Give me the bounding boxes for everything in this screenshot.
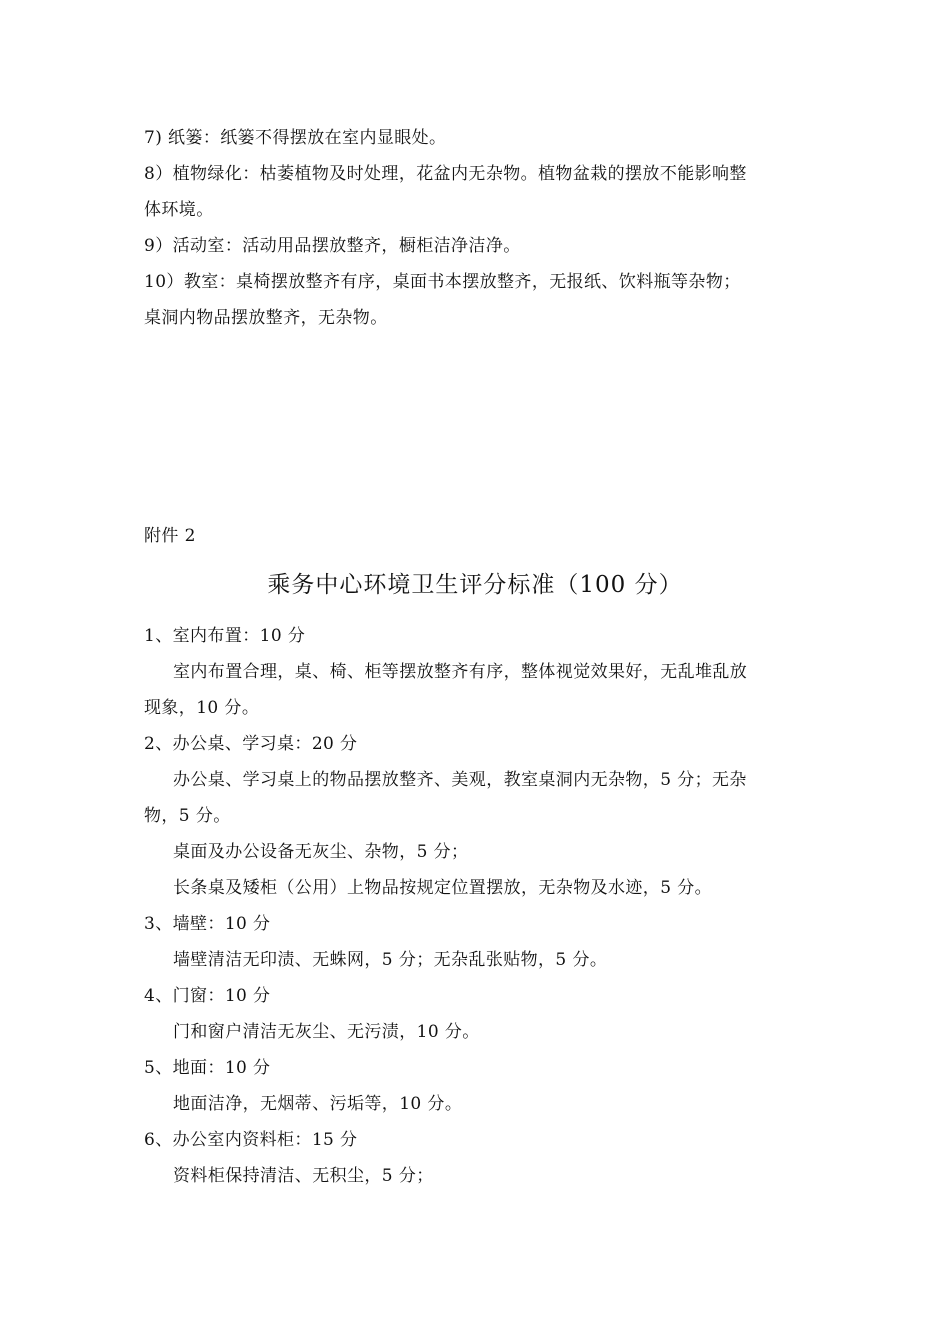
list-item-10-cont: 桌洞内物品摆放整齐，无杂物。 xyxy=(144,308,388,328)
list-item-9: 9）活动室：活动用品摆放整齐，橱柜洁净洁净。 xyxy=(144,236,521,256)
attachment-label: 附件 2 xyxy=(144,526,196,546)
section-2-line-4: 长条桌及矮柜（公用）上物品按规定位置摆放，无杂物及水迹，5 分。 xyxy=(173,878,713,898)
section-2-line-3: 桌面及办公设备无灰尘、杂物，5 分； xyxy=(173,842,469,862)
section-1-line-2: 现象，10 分。 xyxy=(144,698,260,718)
section-heading-4: 4、门窗：10 分 xyxy=(144,986,271,1006)
section-6-line-1: 资料柜保持清洁、无积尘，5 分； xyxy=(173,1166,434,1186)
list-item-8-cont: 体环境。 xyxy=(144,200,214,220)
section-3-line-1: 墙壁清洁无印渍、无蛛网，5 分；无杂乱张贴物，5 分。 xyxy=(173,950,608,970)
section-heading-2: 2、办公桌、学习桌：20 分 xyxy=(144,734,358,754)
section-heading-5: 5、地面：10 分 xyxy=(144,1058,271,1078)
list-item-10: 10）教室：桌椅摆放整齐有序，桌面书本摆放整齐，无报纸、饮料瓶等杂物； xyxy=(144,272,741,292)
list-item-7: 7) 纸篓：纸篓不得摆放在室内显眼处。 xyxy=(144,128,447,148)
section-5-line-1: 地面洁净，无烟蒂、污垢等，10 分。 xyxy=(173,1094,463,1114)
page-title: 乘务中心环境卫生评分标准（100 分） xyxy=(267,572,683,598)
section-4-line-1: 门和窗户清洁无灰尘、无污渍，10 分。 xyxy=(173,1022,480,1042)
section-heading-3: 3、墙壁：10 分 xyxy=(144,914,271,934)
section-1-line-1: 室内布置合理，桌、椅、柜等摆放整齐有序，整体视觉效果好，无乱堆乱放 xyxy=(173,662,748,682)
section-heading-1: 1、室内布置：10 分 xyxy=(144,626,306,646)
section-2-line-2: 物，5 分。 xyxy=(144,806,231,826)
section-2-line-1: 办公桌、学习桌上的物品摆放整齐、美观，教室桌洞内无杂物，5 分；无杂 xyxy=(173,770,747,790)
section-heading-6: 6、办公室内资料柜：15 分 xyxy=(144,1130,358,1150)
list-item-8: 8）植物绿化：枯萎植物及时处理，花盆内无杂物。植物盆栽的摆放不能影响整 xyxy=(144,164,747,184)
